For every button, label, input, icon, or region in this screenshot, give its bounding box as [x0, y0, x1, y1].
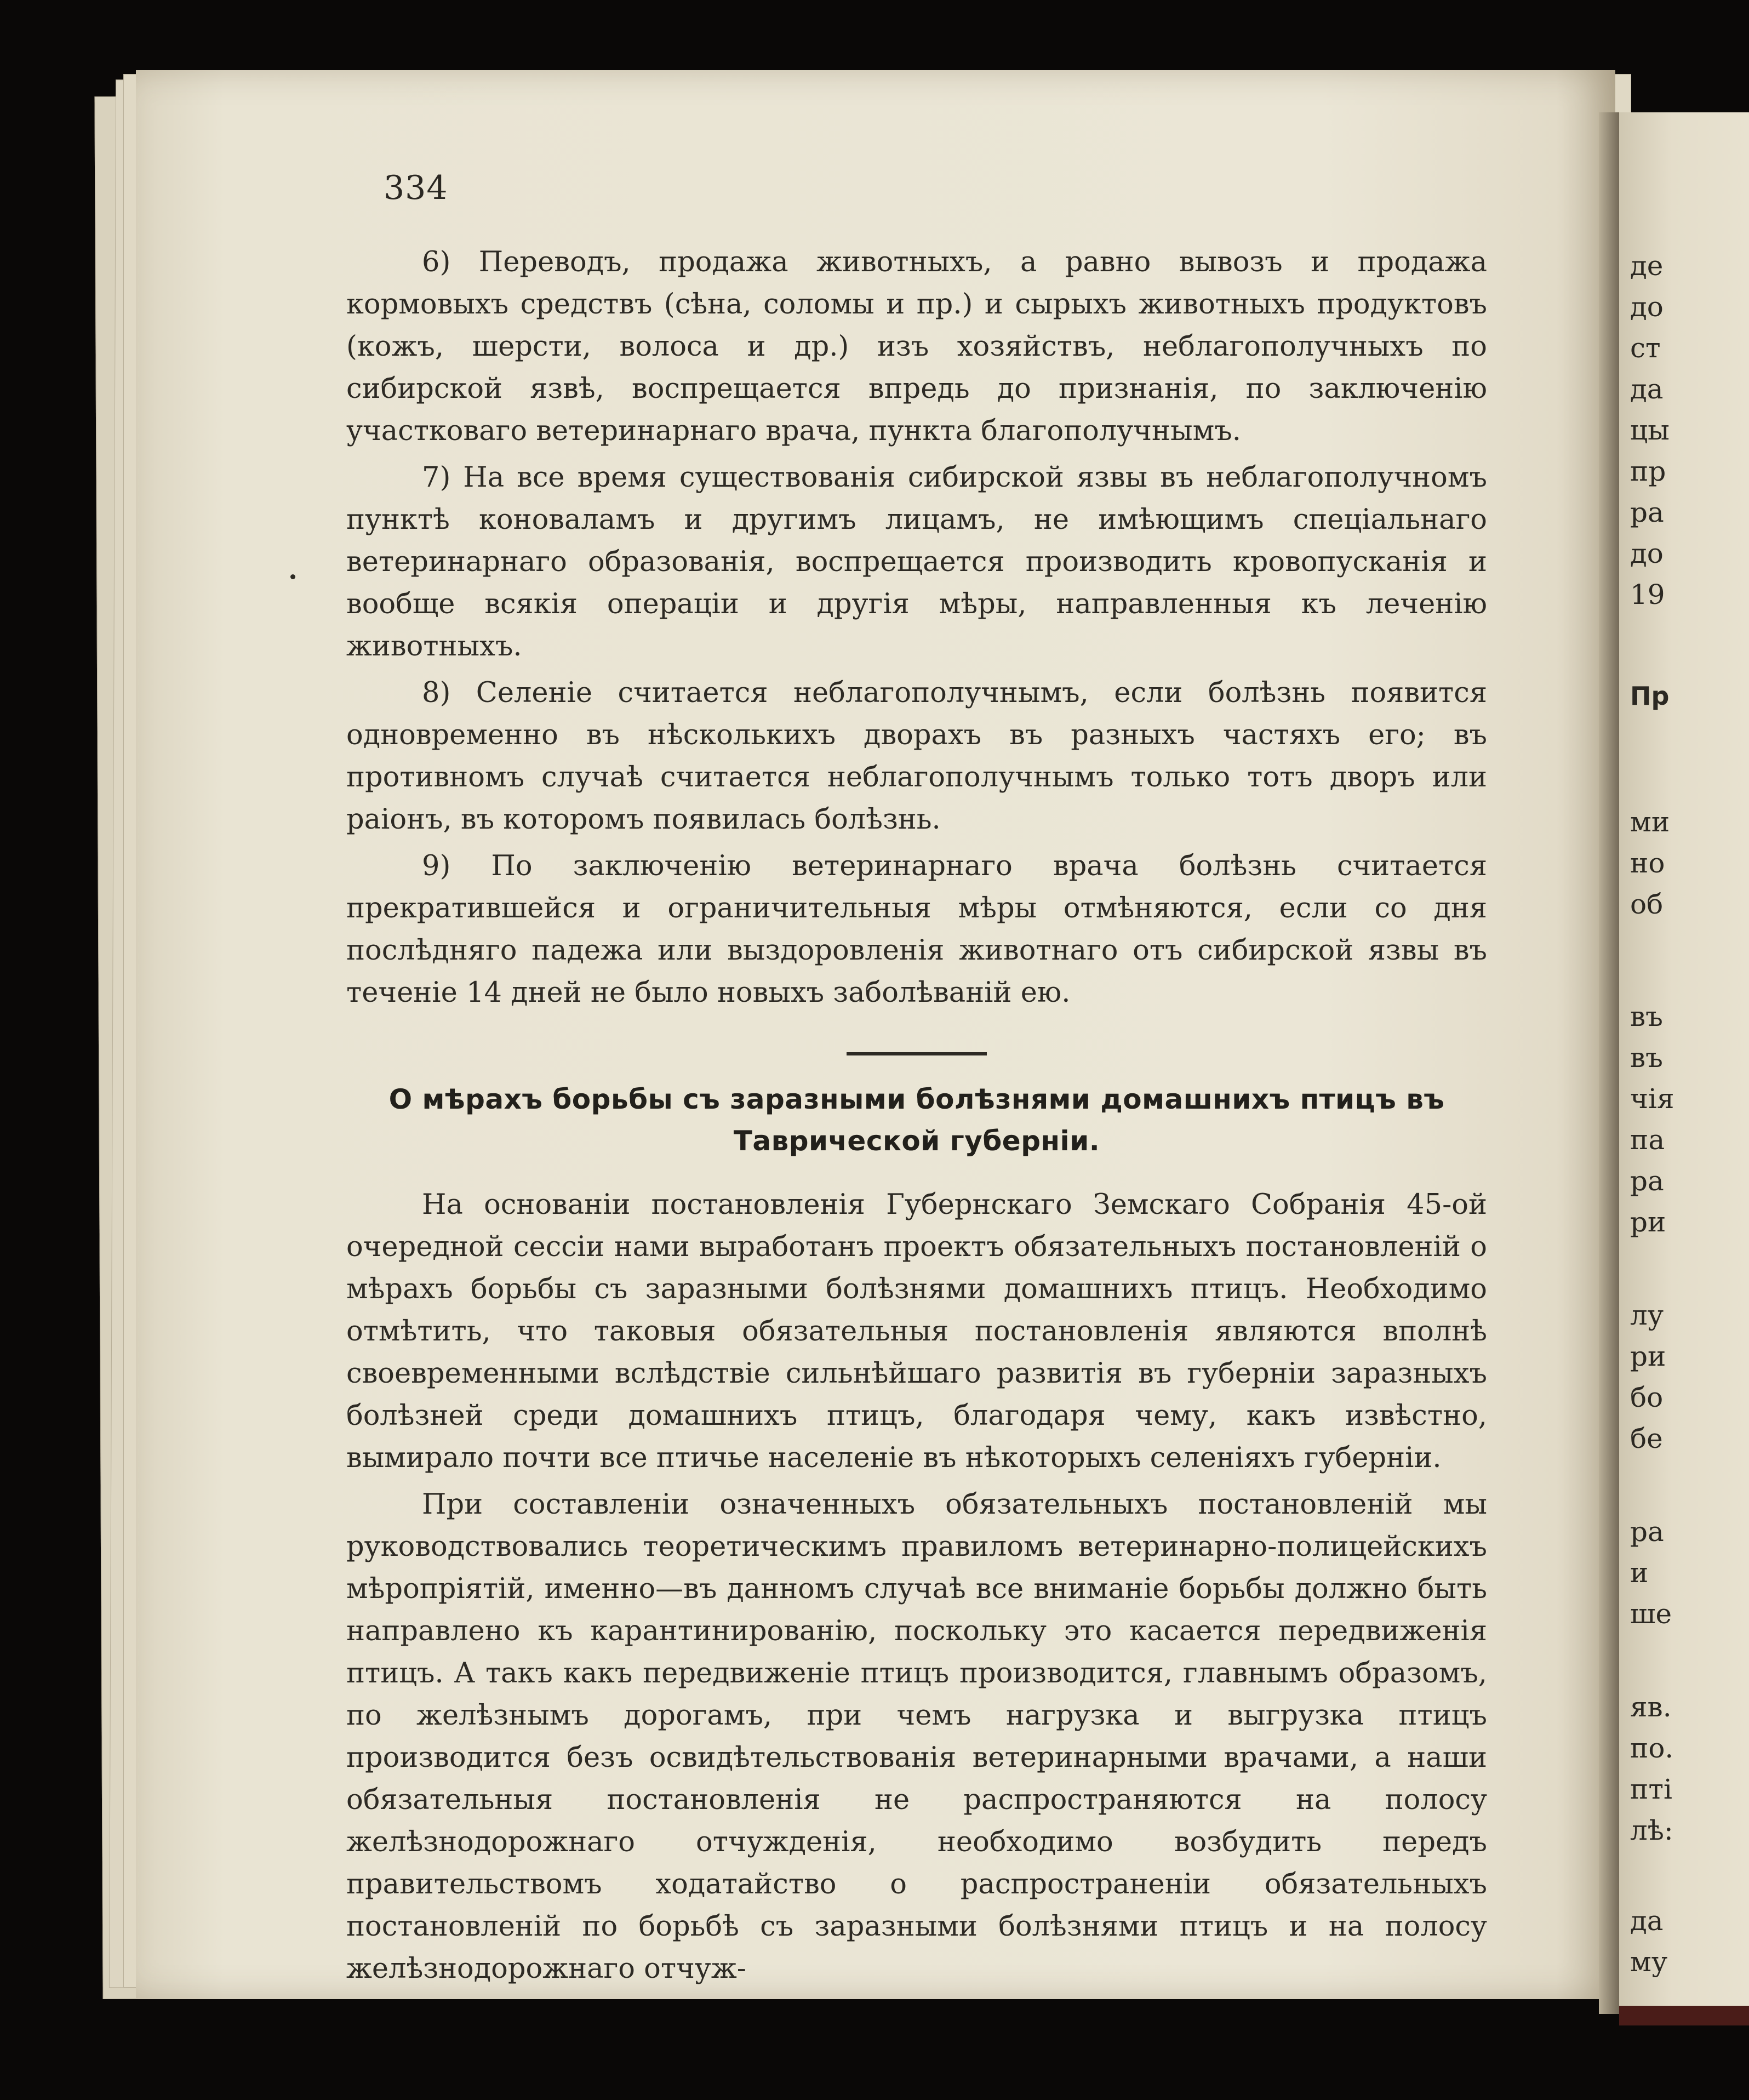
right-fragment: де: [1630, 250, 1664, 282]
section-divider: [847, 1052, 987, 1055]
right-fragment: об: [1630, 888, 1664, 920]
right-fragment: лѣ:: [1630, 1814, 1673, 1846]
paragraph-6: 6) Переводъ, продажа животныхъ, а равно вывозъ и продажа кормовыхъ средствъ (сѣна, соломы и пр.) и сырыхъ животныхъ продуктовъ (кожъ, шерсти, волоса и др.) изъ хозяйствъ, неблагополучныхъ по сибирской язвѣ, воспрещается впредь до признанія, по заключенію участковаго ветеринарнаго врача, пункта благополучнымъ.: [346, 246, 1487, 447]
page-number: 334: [384, 169, 448, 207]
right-fragment: чія: [1630, 1083, 1674, 1115]
right-fragment: ра: [1630, 1165, 1664, 1197]
right-fragment-heading: Пр: [1630, 681, 1670, 711]
right-fragment: ра: [1630, 497, 1664, 528]
right-fragment: ми: [1630, 806, 1670, 838]
right-fragment: му: [1630, 1946, 1668, 1978]
right-fragment: въ: [1630, 1042, 1663, 1074]
right-fragment: пр: [1630, 455, 1666, 487]
right-fragment: пті: [1630, 1773, 1672, 1805]
right-fragment: бо: [1630, 1382, 1664, 1413]
right-fragment: по.: [1630, 1732, 1674, 1764]
paragraph-7: 7) На все время существованія сибирской язвы въ неблагополучномъ пунктѣ коноваламъ и другимъ лицамъ, не имѣющимъ спеціальнаго ветеринарнаго образованія, воспрещается производить кровопусканія и вообще всякія операціи и другія мѣры, направленныя къ леченію животныхъ.: [346, 461, 1487, 663]
right-fragment: ри: [1630, 1340, 1666, 1372]
section-paragraph-1: На основаніи постановленія Губернскаго Земскаго Собранія 45-ой очередной сессіи нами выработанъ проектъ обязательныхъ постановленій о мѣрахъ борьбы съ заразными болѣзнями домашнихъ птицъ. Необходимо отмѣтить, что таковыя обязательныя постановленія являются вполнѣ своевременными вслѣдствіе сильнѣйшаго развитія въ губерніи заразныхъ болѣзней среди домашнихъ птицъ, благодаря чему, какъ извѣстно, вымирало почти все птичье населеніе въ нѣкоторыхъ селеніяхъ губерніи.: [346, 1189, 1487, 1474]
book-edge: [1619, 2006, 1749, 2025]
paragraph-9: 9) По заключенію ветеринарнаго врача болѣзнь считается прекратившейся и ограничительныя мѣры отмѣняются, если со дня послѣдняго падежа или выздоровленія животнаго отъ сибирской язвы въ теченіе 14 дней не было новыхъ заболѣваній ею.: [346, 850, 1487, 1009]
paragraph-8: 8) Селеніе считается неблагополучнымъ, если болѣзнь появится одновременно въ нѣсколькихъ дворахъ въ разныхъ частяхъ его; въ противномъ случаѣ считается неблагополучнымъ только тотъ дворъ или раіонъ, въ которомъ появилась болѣзнь.: [346, 677, 1487, 836]
right-fragment: 19: [1630, 579, 1665, 610]
right-fragment: ст: [1630, 332, 1661, 364]
right-fragment: въ: [1630, 1001, 1663, 1032]
right-fragment: и: [1630, 1557, 1649, 1589]
right-fragment: лу: [1630, 1299, 1664, 1331]
ink-speck: [290, 574, 295, 579]
section-paragraph-2: При составленіи означенныхъ обязательныхъ постановленій мы руководствовались теоретическимъ правиломъ ветеринарно-полицейскихъ мѣропріятій, именно—въ данномъ случаѣ все вниманіе борьбы должно быть направлено къ карантинированію, поскольку это касается передвиженія птицъ. А такъ какъ передвиженіе птицъ производится, главнымъ образомъ, по желѣзнымъ дорогамъ, при чемъ нагрузка и выгрузка птицъ производится безъ освидѣтельствованія ветеринарными врачами, а наши обязательныя постановленія не распространяются на полосу желѣзнодорожнаго отчужденія, необходимо возбудить передъ правительствомъ ходатайство о распространеніи обязательныхъ постановленій по борьбѣ съ заразными болѣзнями птицъ и на полосу желѣзнодорожнаго отчуж-: [346, 1488, 1487, 1985]
right-fragment: ри: [1630, 1206, 1666, 1238]
right-fragment: яв.: [1630, 1691, 1672, 1723]
right-fragment: ра: [1630, 1516, 1664, 1548]
right-fragment: до: [1630, 291, 1664, 323]
right-fragment: да: [1630, 373, 1664, 405]
right-fragment: да: [1630, 1905, 1664, 1937]
right-fragment: па: [1630, 1124, 1665, 1156]
page-body: [346, 241, 1487, 1994]
right-fragment: но: [1630, 847, 1665, 879]
right-page: [1619, 112, 1749, 2014]
right-fragment: цы: [1630, 414, 1670, 446]
right-fragment: ше: [1630, 1598, 1672, 1630]
right-fragment: до: [1630, 538, 1664, 569]
section-heading: О мѣрахъ борьбы съ заразными болѣзнями домашнихъ птицъ въ Таврической губерніи.: [388, 1083, 1445, 1157]
right-fragment: бе: [1630, 1423, 1663, 1454]
